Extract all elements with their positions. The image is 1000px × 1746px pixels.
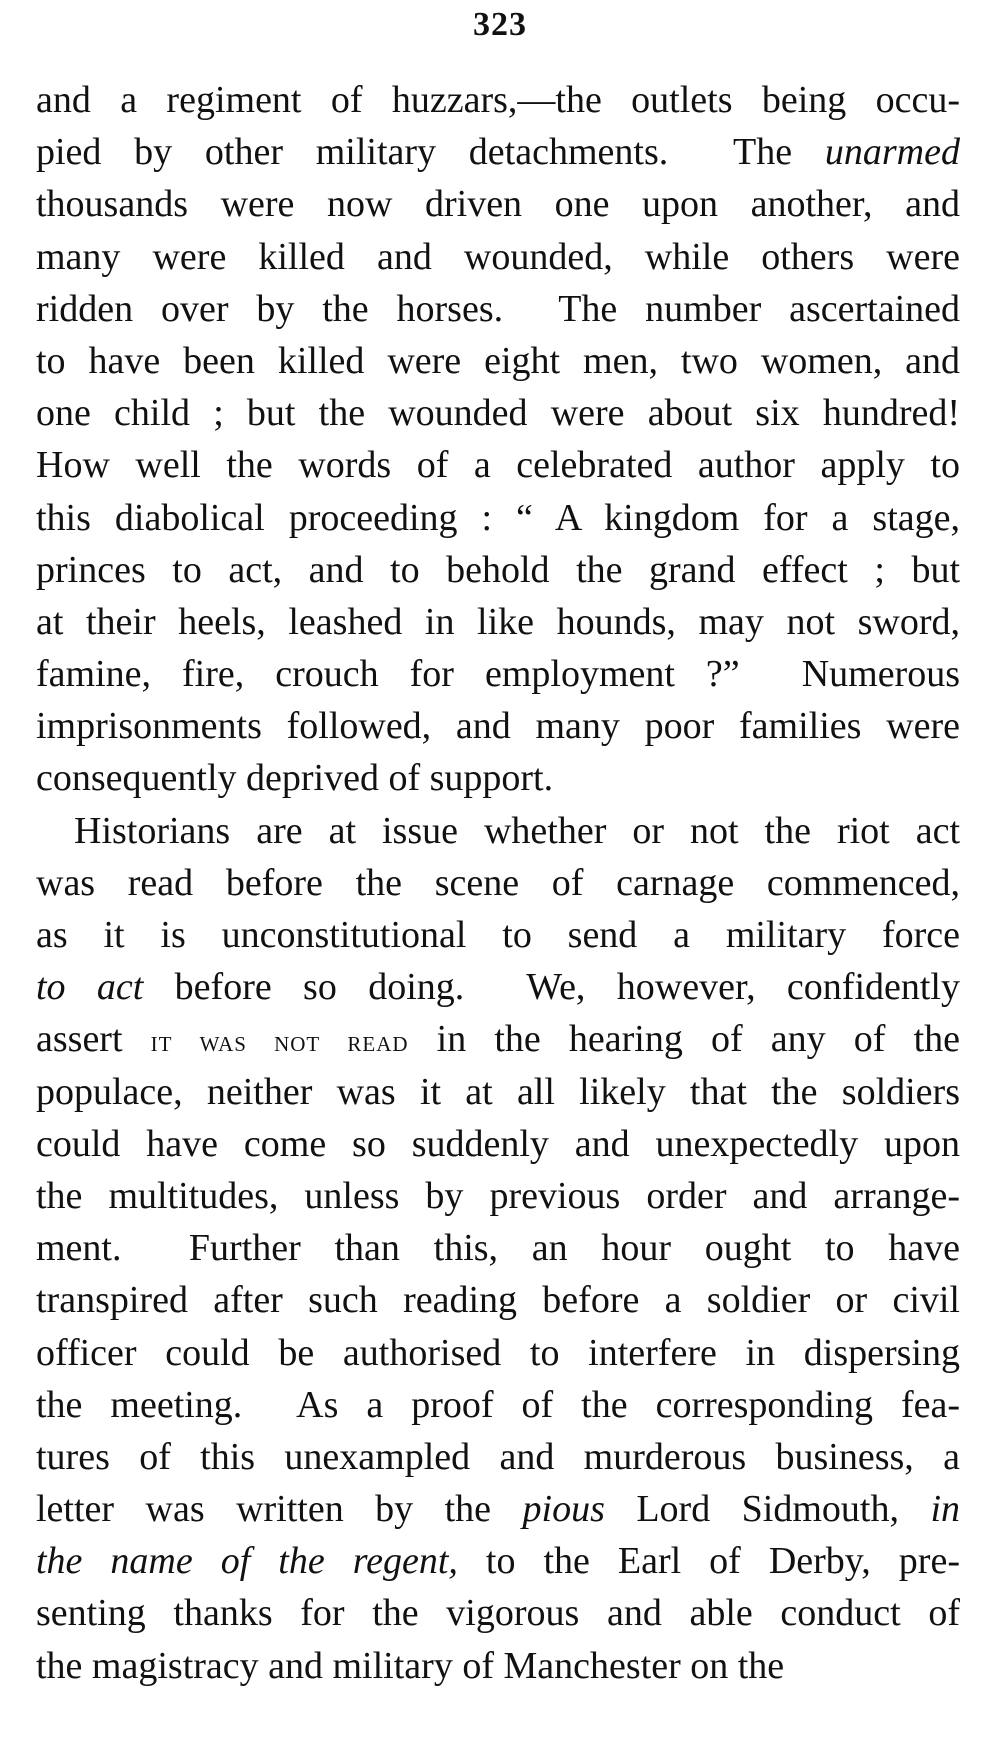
small-caps-text: it was not read [150,1025,409,1059]
text-segment: to have been killed were eight men, two women, and [36,339,960,382]
text-line [36,439,960,491]
text-line [36,1431,960,1483]
text-line [36,752,960,804]
text-segment: princes to act, and to behold the grand effect ; but [36,548,960,591]
text-segment: pied by other military detachments. The [36,131,825,174]
text-segment: to the Earl of Derby, pre- [457,1540,960,1583]
text-line [36,1118,960,1170]
text-line [36,544,960,596]
text-segment: the magistracy and military of Manchester on the [36,1644,785,1687]
text-line [36,1274,960,1326]
text-segment: in the hearing of any of the [408,1018,960,1061]
italic-text: unarmed [824,131,960,174]
text-line [36,700,960,752]
page-number: 323 [473,6,527,43]
text-line [36,126,960,178]
text-segment: at their heels, leashed in like hounds, may not sword, [36,600,960,643]
text-segment: How well the words of a celebrated author apply to [36,444,960,487]
text-segment: and a regiment of huzzars,—the outlets being occu- [36,79,960,121]
text-line [36,1327,960,1379]
text-segment: Lord Sidmouth, [604,1488,931,1531]
text-segment: senting thanks for the vigorous and able conduct of [36,1592,960,1635]
italic-text: the name of the regent, [36,1540,458,1583]
text-segment: as it is unconstitutional to send a military force [36,914,960,956]
text-segment: imprisonments followed, and many poor families were [36,705,960,748]
text-segment: consequently deprived of support. [36,757,554,800]
text-line [36,805,960,857]
text-segment: before so doing. We, however, confidently [143,966,960,1009]
italic-text: in [930,1488,960,1531]
text-segment: famine, fire, crouch for employment ?” Numerous [36,653,960,696]
text-segment: one child ; but the wounded were about six hundred! [36,392,960,435]
text-line [36,492,960,544]
text-segment: assert [36,1018,151,1061]
text-segment: tures of this unexampled and murderous business, a [36,1435,960,1478]
text-line [36,178,960,230]
text-line [36,1587,960,1639]
text-segment: this diabolical proceeding : “ A kingdom for a stage, [36,496,960,539]
text-segment: could have come so suddenly and unexpectedly upon [36,1122,960,1165]
text-line [36,1170,960,1222]
italic-text: pious [522,1488,605,1531]
text-line [36,74,960,126]
text-segment: officer could be authorised to interfere in dispersing [36,1331,960,1374]
text-line [36,596,960,648]
text-segment: was read before the scene of carnage commenced, [36,861,960,904]
text-line [36,387,960,439]
text-segment: ment. Further than this, an hour ought to have [36,1227,960,1270]
text-segment: letter was written by the [36,1488,523,1531]
text-line [36,1535,960,1587]
text-segment: Historians are at issue whether or not the riot act [74,809,960,852]
text-segment: populace, neither was it at all likely that the soldiers [36,1070,960,1113]
text-segment: transpired after such reading before a soldier or civil [36,1279,960,1322]
text-segment: ridden over by the horses. The number ascertained [36,287,960,330]
body-text [36,74,960,1692]
text-line [36,857,960,909]
text-segment: many were killed and wounded, while others were [36,235,960,278]
text-line [36,1222,960,1274]
text-line [36,1379,960,1431]
text-segment: the meeting. As a proof of the corresponding fea- [36,1383,960,1426]
italic-text: to act [36,966,144,1009]
text-line [36,283,960,335]
text-line [36,335,960,387]
text-line [36,648,960,700]
text-line [36,961,960,1013]
text-segment: the multitudes, unless by previous order and arrange- [36,1174,960,1217]
text-line [36,1483,960,1535]
text-line [36,1640,960,1692]
text-line [36,909,960,961]
text-line [36,1066,960,1118]
text-line [36,1013,960,1065]
text-segment: thousands were now driven one upon another, and [36,183,960,226]
text-line [36,231,960,283]
